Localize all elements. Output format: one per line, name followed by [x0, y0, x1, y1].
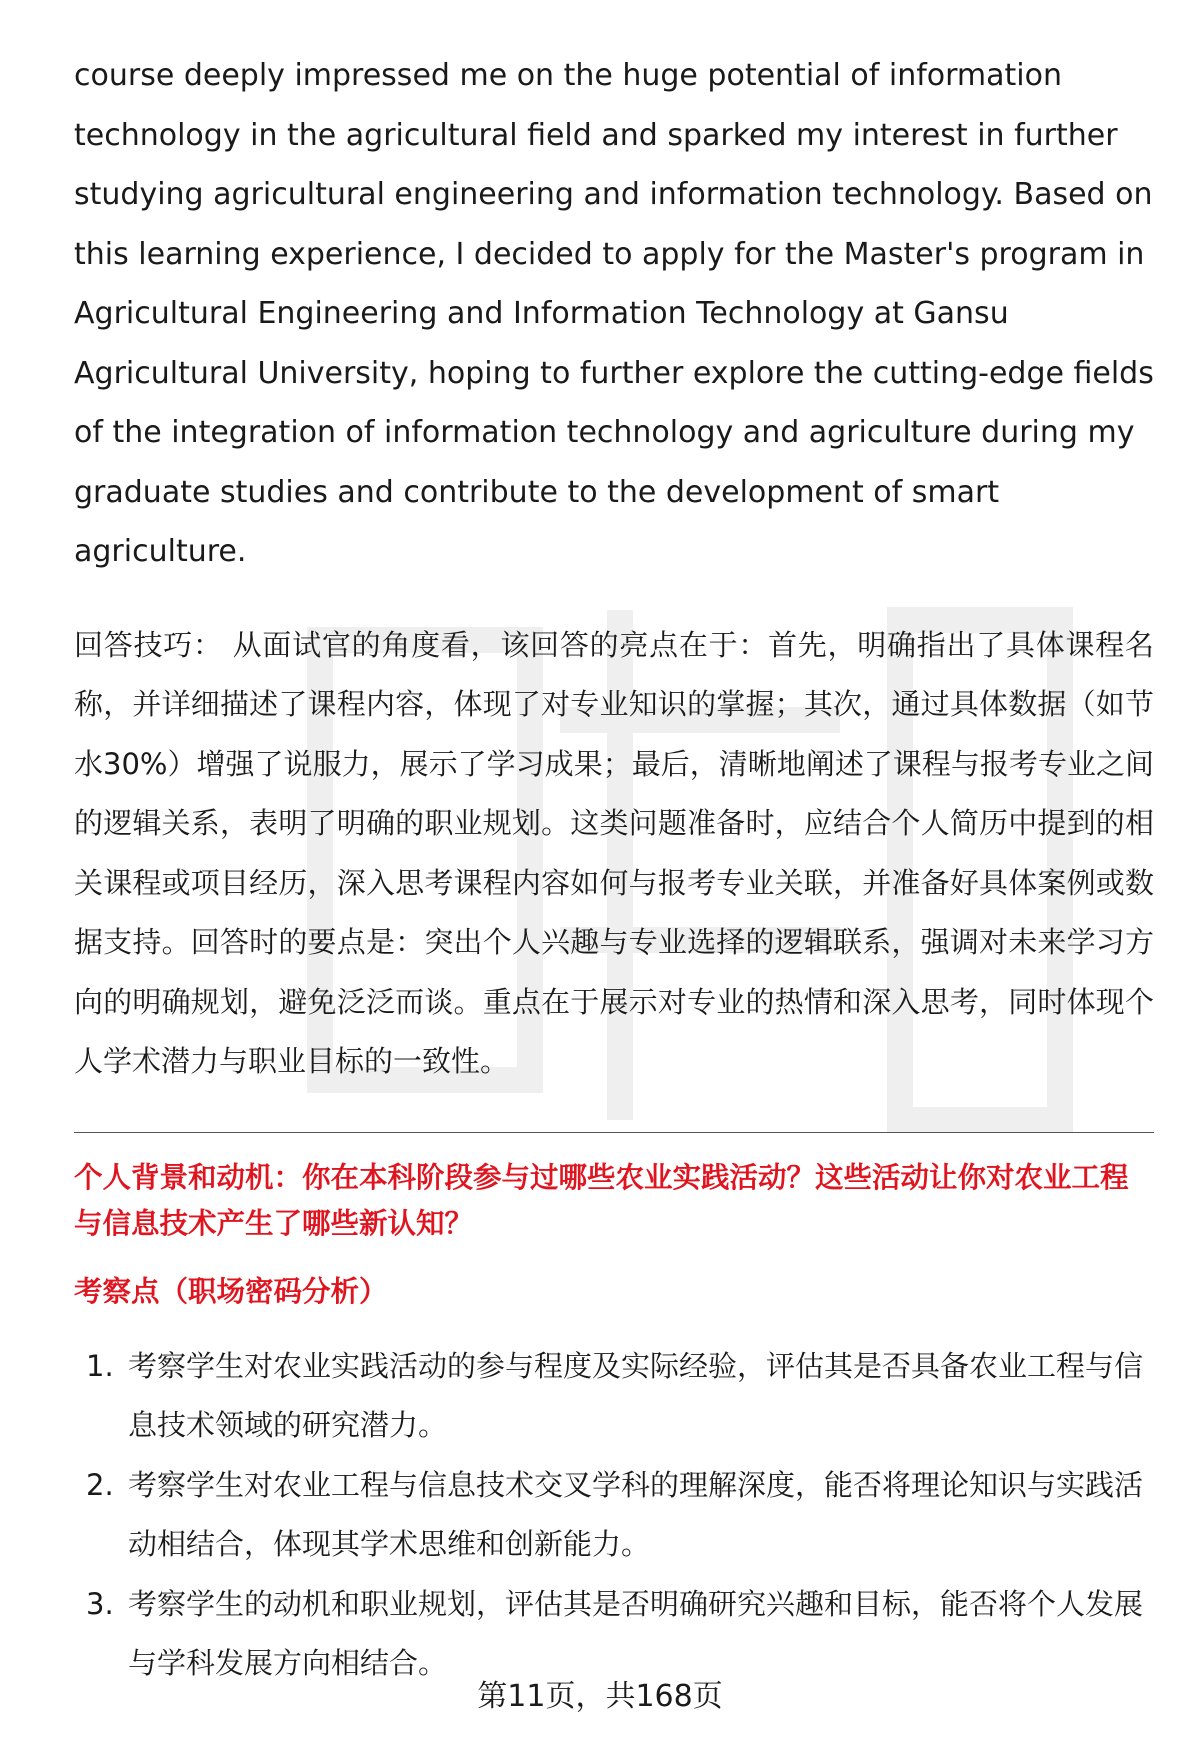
list-item-text: 考察学生对农业实践活动的参与程度及实际经验，评估其是否具备农业工程与信息技术领域的研究潜力。 — [128, 1348, 1144, 1442]
list-item — [74, 1337, 1154, 1456]
list-item-number: 2. — [86, 1467, 114, 1502]
list-item — [74, 1456, 1154, 1575]
list-item-number: 1. — [86, 1348, 114, 1383]
assessment-points-list — [74, 1337, 1154, 1694]
list-item-text: 考察学生的动机和职业规划，评估其是否明确研究兴趣和目标，能否将个人发展与学科发展方向相结合。 — [128, 1586, 1144, 1680]
list-item-number: 3. — [86, 1586, 114, 1621]
page-content — [74, 46, 1154, 1694]
section-divider — [74, 1132, 1154, 1133]
interview-question: 个人背景和动机：你在本科阶段参与过哪些农业实践活动？这些活动让你对农业工程与信息技术产生了哪些新认知？ — [74, 1160, 1129, 1240]
english-answer-paragraph: course deeply impressed me on the huge potential of information technology in the agricultural field and sparked my interest in further studying agricultural engineering and information technology. Based on this learning experience, I decided to apply for the Master's program in Agricultural Engineering and Information Technology at Gansu Agricultural University, hoping to further explore the cutting-edge fields of the integration of information technology and agriculture during my graduate studies and contribute to the development of smart agriculture. — [74, 58, 1154, 569]
page-number-footer: 第11页，共168页 — [477, 1679, 723, 1714]
answer-tips-paragraph: 回答技巧： 从面试官的角度看，该回答的亮点在于：首先，明确指出了具体课程名称，并详细描述了课程内容，体现了对专业知识的掌握；其次，通过具体数据（如节水30%）增强了说服力，展示了学习成果；最后，清晰地阐述了课程与报考专业之间的逻辑关系，表明了明确的职业规划。这类问题准备时，应结合个人简历中提到的相关课程或项目经历，深入思考课程内容如何与报考专业关联，并准备好具体案例或数据支持。回答时的要点是：突出个人兴趣与专业选择的逻辑联系，强调对未来学习方向的明确规划，避免泛泛而谈。重点在于展示对专业的热情和深入思考，同时体现个人学术潜力与职业目标的一致性。 — [74, 627, 1154, 1078]
list-item-text: 考察学生对农业工程与信息技术交叉学科的理解深度，能否将理论知识与实践活动相结合，体现其学术思维和创新能力。 — [128, 1467, 1144, 1561]
assessment-points-heading: 考察点（职场密码分析） — [74, 1274, 388, 1308]
